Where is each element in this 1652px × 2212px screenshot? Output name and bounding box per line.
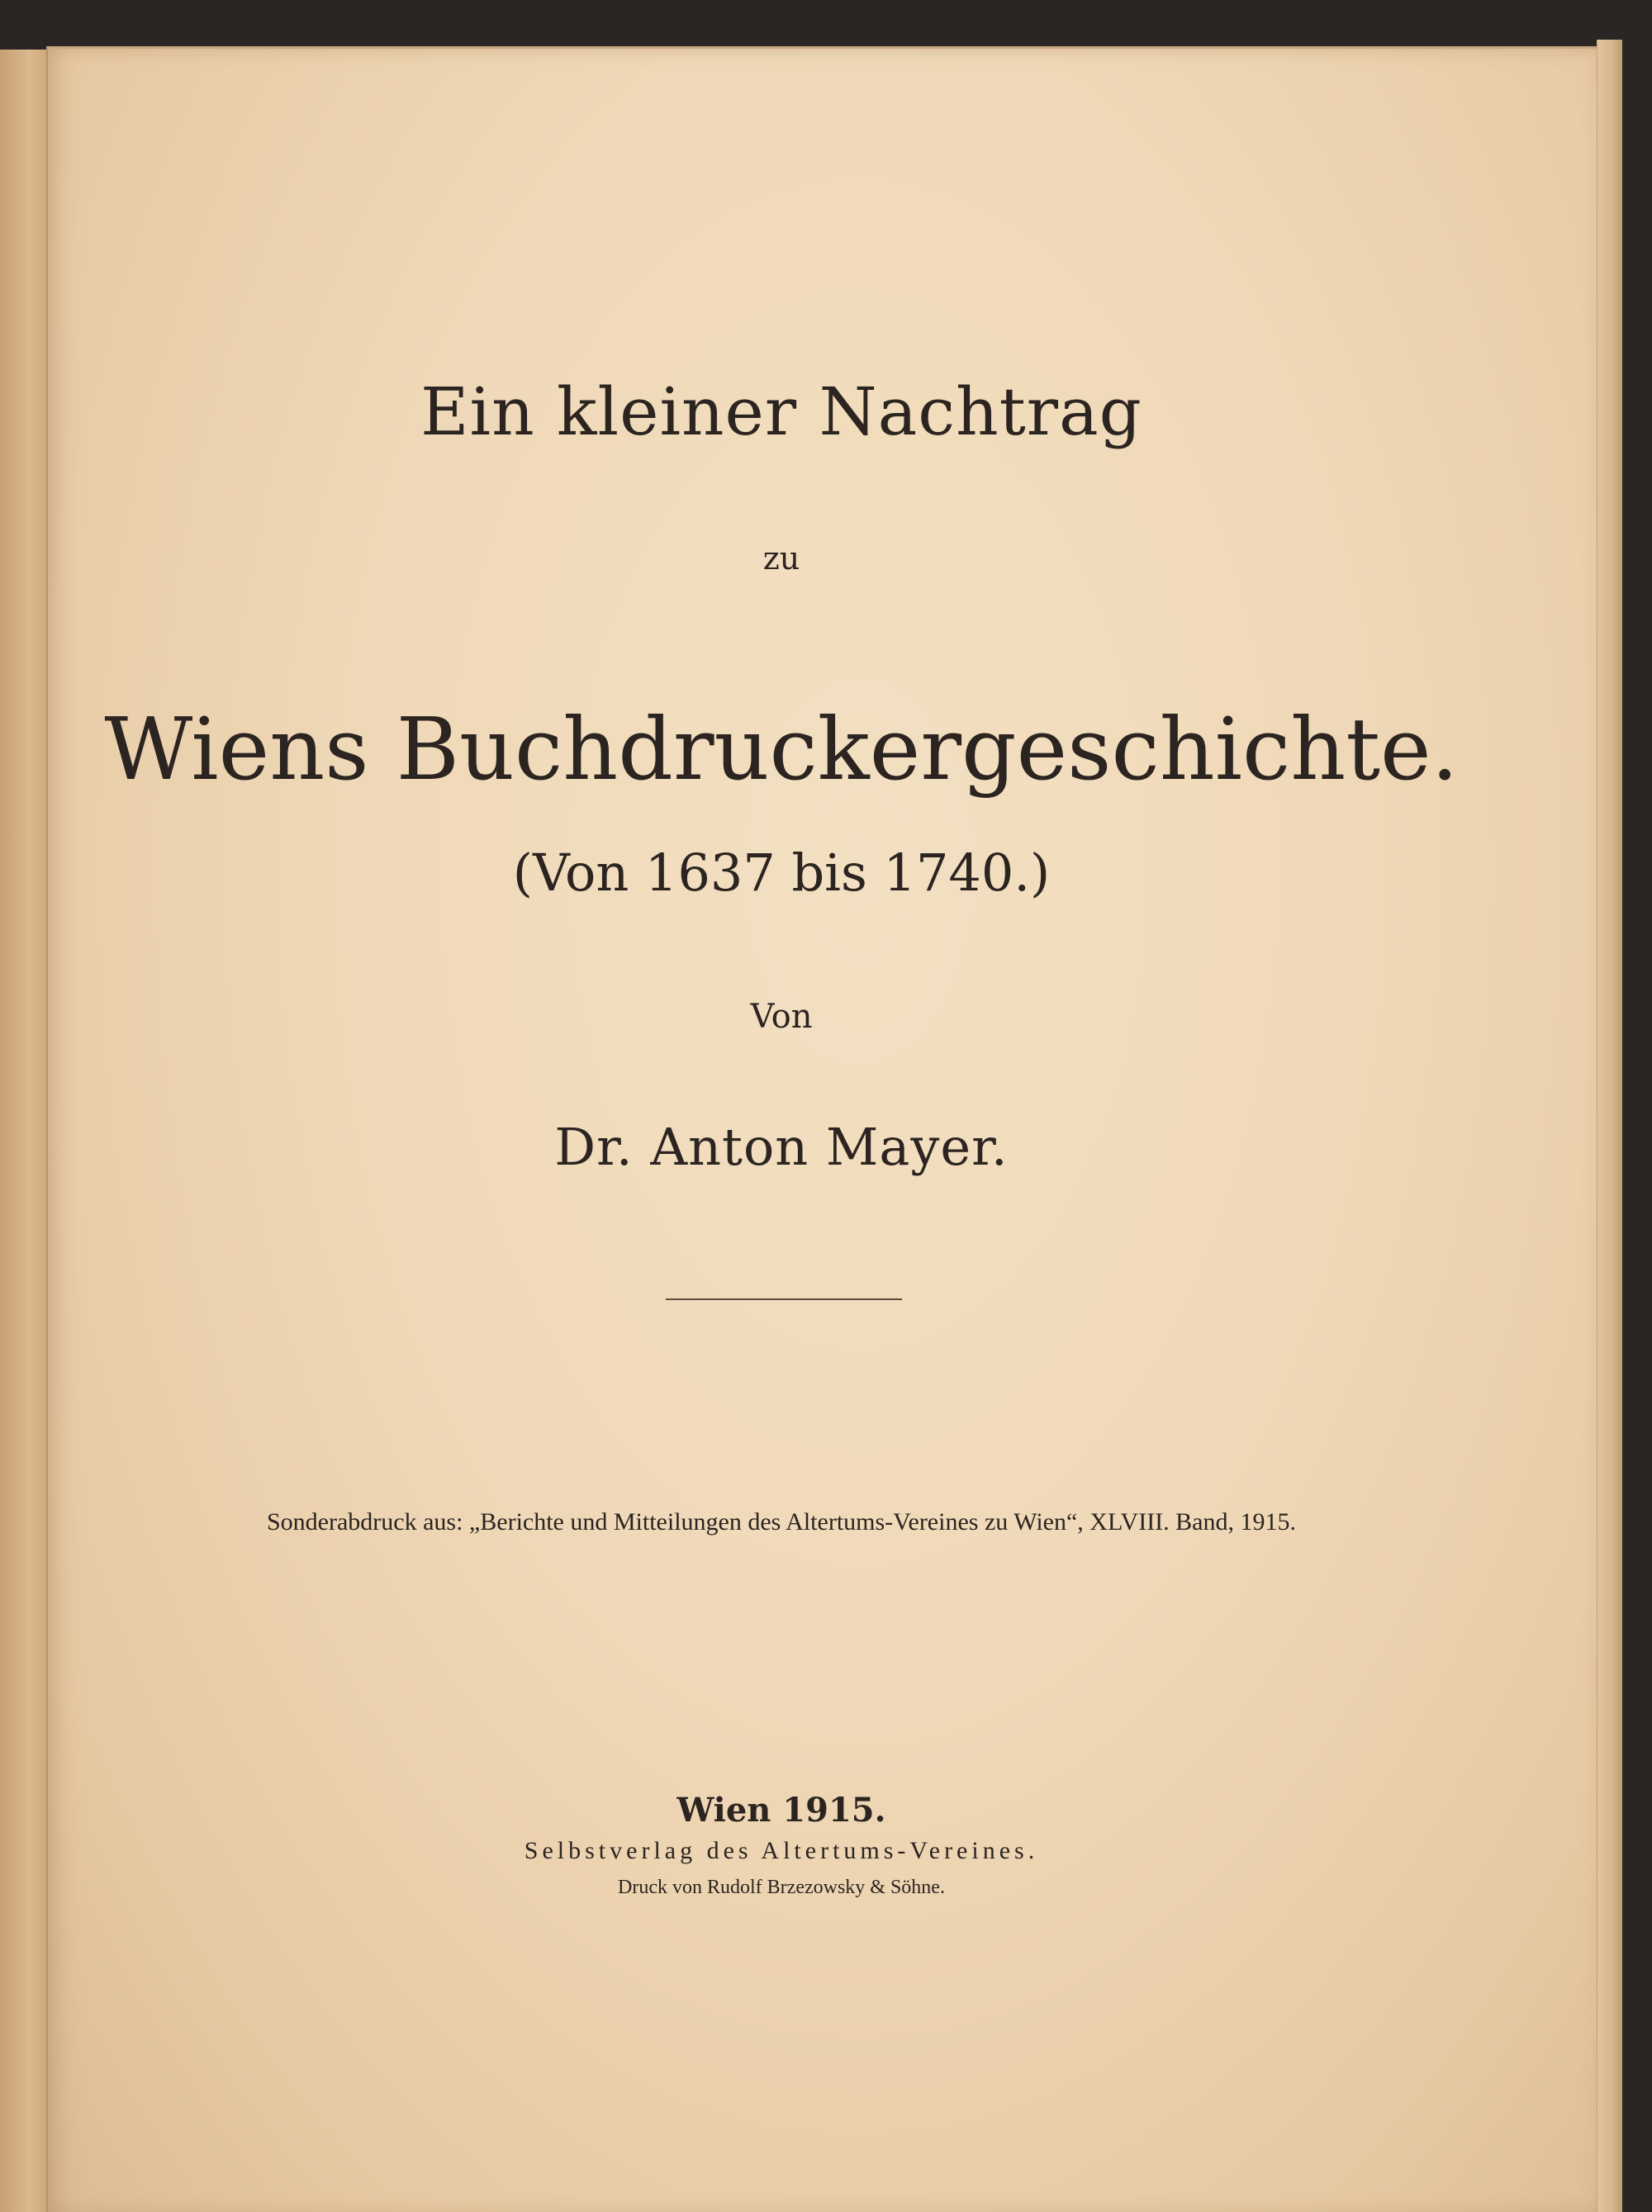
imprint-printer: Druck von Rudolf Brzezowsky & Söhne. — [618, 1877, 945, 1898]
title-line-1: Ein kleiner Nachtrag — [420, 373, 1142, 450]
author-name: Dr. Anton Mayer. — [554, 1117, 1009, 1177]
imprint-publisher: Selbstverlag des Altertums-Vereines. — [524, 1837, 1039, 1864]
by-label: Von — [750, 998, 813, 1036]
title-line-2: Wiens Buchdruckergeschichte. — [104, 699, 1459, 800]
title-connector: zu — [762, 540, 800, 577]
date-range: (Von 1637 bis 1740.) — [512, 843, 1051, 903]
offprint-note: Sonderabdruck aus: „Berichte und Mitteilungen des Altertums-Vereines zu Wien“, XLVIII. Band, 1915. — [267, 1508, 1296, 1536]
imprint-place-year: Wien 1915. — [676, 1791, 886, 1830]
divider-rule — [666, 1298, 902, 1300]
